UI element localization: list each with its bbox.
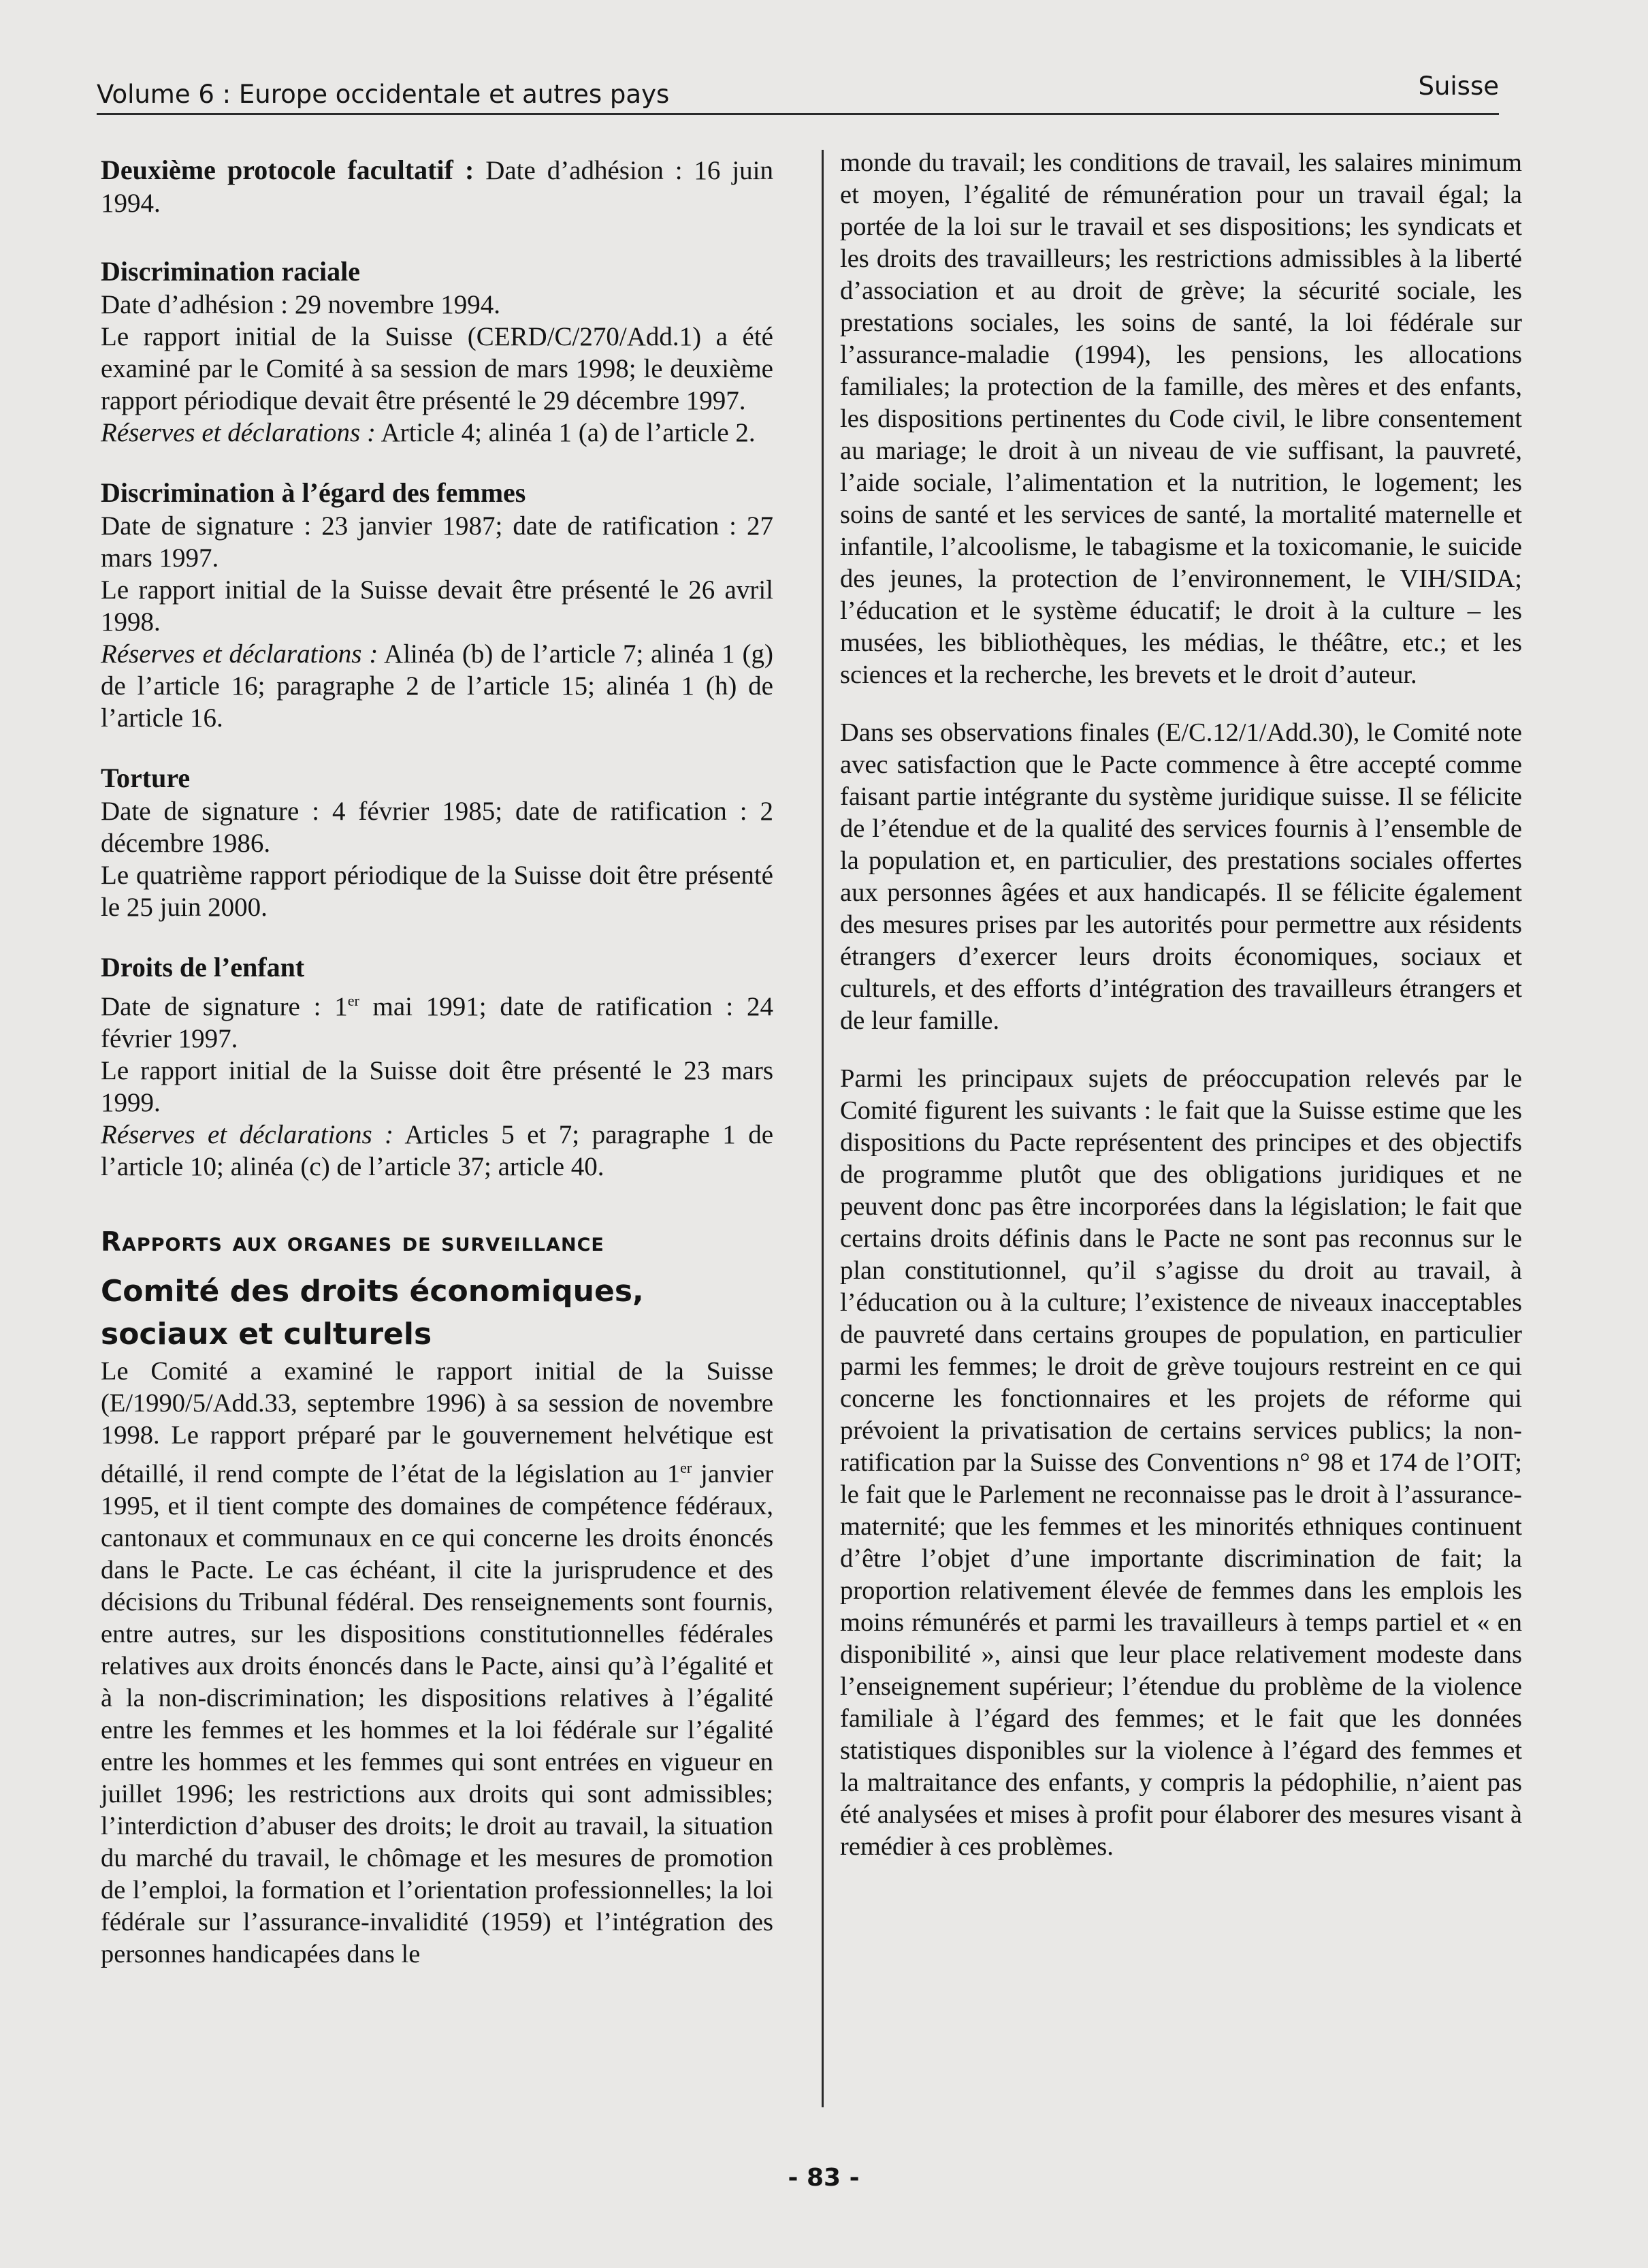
- child-rights-block: [101, 951, 773, 1183]
- racial-discrimination-title: Discrimination raciale: [101, 256, 361, 287]
- protocol-block: [101, 153, 773, 219]
- concerns-paragraph: Parmi les principaux sujets de préoccupation relevés par le Comité figurent les suivants : le fait que la Suisse estime que les dispositions du Pacte représentent des principes et des objectifs de programme plutôt que des obligations juridiques et ne peuvent donc pas être incorporées dans la législation; le fait que certains droits définis dans le Pacte ne sont pas reconnus sur le plan constitutionnel, qu’il s’agisse du droit au travail, à l’éducation ou à la culture; l’existence de niveaux inacceptables de pauvreté dans certains groupes de population, en particulier parmi les femmes; le droit de grève toujours restreint en ce qui concerne les fonctionnaires et les projets de réforme qui prévoient la privatisation de certains services publics; la non-ratification par la Suisse des Conventions n° 98 et 174 de l’OIT; le fait que le Parlement ne reconnaisse pas le droit à l’assurance-maternité; que les femmes et les minorités ethniques continuent d’être l’objet d’une importante discrimination de fait; la proportion relativement élevée de femmes dans les emplois les moins rémunérés et parmi les travailleurs à temps partiel et « en disponibilité », ainsi que leur place relativement modeste dans l’enseignement supérieur; l’étendue du problème de la violence familiale à l’égard des femmes; et le fait que les données statistiques disponibles sur la violence à l’égard des femmes et la maltraitance des enfants, y compris la pédophilie, n’aient pas été analysées et mises à profit pour élaborer des mesures visant à remédier à ces problèmes.: [840, 1064, 1522, 1861]
- running-header: [97, 65, 1499, 115]
- committee-paragraph: [101, 1356, 773, 1970]
- protocol-label: Deuxième protocole facultatif :: [101, 155, 474, 185]
- racial-reserves-label: Réserves et déclarations :: [101, 418, 376, 447]
- protocol-text: [101, 153, 773, 219]
- committee-heading: Comité des droits économiques, sociaux et culturels: [101, 1274, 644, 1352]
- report-contents-paragraph: monde du travail; les conditions de travail, les salaires minimum et moyen, l’égalité de rémunération pour un travail égal; la portée de la loi sur le travail et ses dispositions; les syndicats et les droits des travailleurs; les restrictions admissibles à la liberté d’association et au droit de grève; la sécurité sociale, les prestations sociales, les soins de santé, la loi fédérale sur l’assurance-maladie (1994), les pensions, les allocations familiales; la protection de la famille, des mères et des enfants, les dispositions pertinentes du Code civil, le libre consentement au mariage; le droit à un niveau de vie suffisant, la pauvreté, l’aide sociale, l’alimentation et la nutrition, le logement; les soins de santé et les services de santé, la mortalité maternelle et infantile, l’alcoolisme, le tabagisme et la toxicomanie, le suicide des jeunes, la protection de l’environnement, le VIH/SIDA; l’éducation et le système éducatif; le droit à la culture – les musées, les bibliothèques, les médias, le théâtre, etc.; et les sciences et la recherche, les brevets et le droit d’auteur.: [840, 148, 1522, 689]
- torture-dates: Date de signature : 4 février 1985; date de ratification : 2 décembre 1986.: [101, 797, 773, 858]
- women-dates: Date de signature : 23 janvier 1987; date de ratification : 27 mars 1997.: [101, 511, 773, 573]
- child-report-text: Le rapport initial de la Suisse doit être présenté le 23 mars 1999.: [101, 1056, 773, 1117]
- header-volume-title: Volume 6 : Europe occidentale et autres pays: [97, 80, 670, 109]
- monitoring-bodies-heading: Rapports aux organes de surveillance: [101, 1227, 604, 1258]
- child-reserves-label: Réserves et déclarations :: [101, 1120, 394, 1149]
- committee-paragraph-part1: Le Comité a examiné le rapport initial de la Suisse (E/1990/5/Add.33, septembre 1996) à sa session de novembre 1998. Le rapport préparé par le gouvernement helvétique est détaillé, il rend compte de l’état de la législation au 1: [101, 1357, 773, 1488]
- committee-paragraph-part2: janvier 1995, et il tient compte des domaines de compétence fédéraux, cantonaux et communaux en ce qui concerne les droits énoncés dans le Pacte. Le cas échéant, il cite la jurisprudence et des décisions du Tribunal fédéral. Des renseignements sont fournis, entre autres, sur les dispositions constitutionnelles fédérales relatives aux droits énoncés dans le Pacte, ainsi qu’à l’égalité et à la non-discrimination; les dispositions relatives à l’égalité entre les femmes et les hommes et la loi fédérale sur l’égalité entre les hommes et les femmes qui sont entrées en vigueur en juillet 1996; les restrictions aux droits qui sont admissibles; l’interdiction d’abuser des droits; le droit au travail, la situation du marché du travail, le chômage et les mesures de promotion de l’emploi, la formation et l’orientation professionnelles; la loi fédérale sur l’assurance-invalidité (1959) et l’intégration des personnes handicapées dans le: [101, 1459, 774, 1968]
- child-reserves: [101, 1119, 773, 1183]
- left-column: [101, 153, 773, 1970]
- header-country: Suisse: [1418, 71, 1499, 101]
- child-rights-title: Droits de l’enfant: [101, 952, 305, 983]
- racial-discrimination-block: [101, 255, 773, 449]
- right-column: [840, 147, 1522, 1863]
- women-reserves-text: Alinéa (b) de l’article 7; alinéa 1 (g) de l’article 16; paragraphe 2 de l’article 15; alinéa 1 (h) de l’article 16.: [101, 639, 773, 733]
- committee-paragraph-sup: er: [680, 1459, 692, 1476]
- page-number: - 83 -: [788, 2164, 860, 2192]
- racial-reserves: [101, 417, 773, 449]
- child-reserves-text: Articles 5 et 7; paragraphe 1 de l’article 10; alinéa (c) de l’article 37; article 40.: [101, 1120, 774, 1181]
- child-dates: [101, 985, 773, 1055]
- column-divider: [822, 150, 824, 2107]
- women-discrimination-title: Discrimination à l’égard des femmes: [101, 477, 526, 508]
- women-report-text: Le rapport initial de la Suisse devait être présenté le 26 avril 1998.: [101, 575, 773, 637]
- child-dates-sup: er: [347, 992, 359, 1009]
- concluding-observations-paragraph: Dans ses observations finales (E/C.12/1/Add.30), le Comité note avec satisfaction que le Pacte commence à être accepté comme faisant partie intégrante du système juridique suisse. Il se félicite de l’étendue et de la qualité des services fournis à l’ensemble de la population et, en particulier, des prestations sociales offertes aux personnes âgées et aux handicapés. Il se félicite également des mesures prises par les autorités pour permettre aux résidents étrangers d’exercer leurs droits économiques, sociaux et culturels, et des efforts d’intégration des travailleurs étrangers et de leur famille.: [840, 718, 1522, 1035]
- torture-block: [101, 761, 773, 923]
- torture-title: Torture: [101, 763, 191, 793]
- racial-reserves-text: Article 4; alinéa 1 (a) de l’article 2.: [375, 418, 756, 447]
- child-dates-prefix: Date de signature : 1: [101, 992, 348, 1021]
- protocol-date: Date d’adhésion : 16 juin 1994.: [101, 156, 773, 218]
- women-reserves: [101, 638, 773, 734]
- torture-report-text: Le quatrième rapport périodique de la Suisse doit être présenté le 25 juin 2000.: [101, 861, 773, 922]
- women-reserves-label: Réserves et déclarations :: [101, 639, 378, 669]
- racial-adhesion-date: Date d’adhésion : 29 novembre 1994.: [101, 290, 501, 319]
- women-discrimination-block: [101, 476, 773, 734]
- racial-report-text: Le rapport initial de la Suisse (CERD/C/270/Add.1) a été examiné par le Comité à sa session de mars 1998; le deuxième rapport périodique devait être présenté le 29 décembre 1997.: [101, 322, 773, 415]
- child-dates-suffix: mai 1991; date de ratification : 24 février 1997.: [101, 992, 773, 1053]
